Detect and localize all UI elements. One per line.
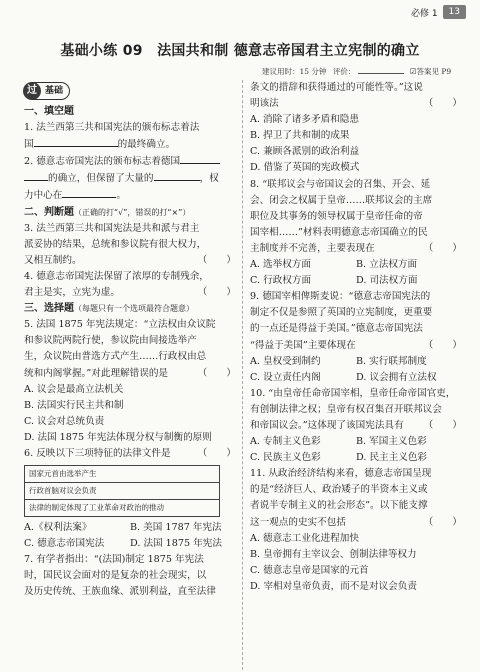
question-2: 2. 德意志帝国宪法的颁布标志着德国 xyxy=(24,153,236,170)
answer-blank[interactable] xyxy=(154,170,200,181)
question-11-end: 这一观点的史实不包括 （ ） xyxy=(250,515,462,531)
option-a[interactable]: A. 皇权受到制约 xyxy=(250,355,321,367)
option-c[interactable]: C. 议会对总统负责 xyxy=(24,415,105,427)
answer-paren[interactable]: （ ） xyxy=(197,254,236,266)
basic-badge xyxy=(24,82,70,100)
answer-paren[interactable]: （ ） xyxy=(197,447,236,459)
option-d[interactable]: D. 民主主义色彩 xyxy=(356,452,428,464)
page-header xyxy=(411,4,466,20)
question-5-cont: 生，众议院由普选方式产生……行政权由总 xyxy=(24,351,207,363)
question-3-end: 又相互制约。 （ ） xyxy=(24,253,236,269)
option-c[interactable]: C. 行政权方面 xyxy=(250,275,312,287)
option-c[interactable]: C. 德意志皇帝是国家的元首 xyxy=(250,564,369,576)
question-9-end: “得益于美国”主要体现在 （ ） xyxy=(250,338,462,354)
exercise-meta xyxy=(262,66,451,77)
option-d[interactable]: D. 法国 1875 年宪法体现分权与制衡的原则 xyxy=(24,431,212,443)
answer-blank[interactable] xyxy=(24,170,48,181)
question-7-end: 明该法 （ ） xyxy=(250,96,462,112)
question-5: 5. 法国 1875 年宪法规定：“立法权由众议院 xyxy=(24,319,216,331)
feature-cell: 行政首脑对议会负责 xyxy=(25,483,220,500)
answer-paren[interactable]: （ ） xyxy=(197,287,236,299)
feature-table xyxy=(24,465,220,517)
option-row xyxy=(24,520,236,536)
question-11-cont: 者说半专制主义的社会形态”。以下能支撑 xyxy=(250,500,428,512)
question-2-cont: 的确立，但保留了大量的 ，权 xyxy=(24,170,236,187)
option-b[interactable]: B. 实行联邦制度 xyxy=(356,355,427,367)
score-label: 评价： xyxy=(332,67,356,76)
question-5-cont: 和参议院两院行使，参议院由间接选举产 xyxy=(24,335,197,347)
option-a[interactable]: A. 选举权方面 xyxy=(250,259,311,271)
option-c[interactable]: C. 设立责任内阁 xyxy=(250,371,321,383)
answer-blank[interactable] xyxy=(180,153,220,164)
question-10-end: 和帝国议会。”这体现了该国宪法具有 （ ） xyxy=(250,418,462,434)
option-d[interactable]: D. 司法权方面 xyxy=(356,275,418,287)
question-8-cont: 会、闭会之权属于皇帝……联邦议会的主席 xyxy=(250,194,433,206)
option-a[interactable]: A.《权利法案》 xyxy=(24,522,92,534)
option-b[interactable]: B. 美国 1787 年宪法 xyxy=(130,522,222,534)
question-9: 9. 德国宰相俾斯麦说：“德意志帝国宪法的 xyxy=(250,291,431,303)
question-7-cont: 及历史传统、王族血缘、派别利益，直至法律 xyxy=(24,586,216,598)
section-choice: 三、选择题（每题只有一个选项最符合题意） xyxy=(24,303,194,315)
question-7-cont: 时，国民议会面对的是复杂的社会现实，以 xyxy=(24,570,207,582)
badge-label: 基础 xyxy=(45,85,64,96)
question-7-cont: 条文的措辞和获得通过的可能性等。”这说 xyxy=(250,82,423,93)
option-b[interactable]: B. 皇帝拥有主宰议会、创制法律等权力 xyxy=(250,548,417,560)
question-10: 10. “由皇帝任命帝国宰相，皇帝任命帝国官吏， xyxy=(250,387,456,399)
time-label: 建议用时：15 分钟 xyxy=(262,67,327,76)
question-8-end: 主制度并不完善，主要表现在 （ ） xyxy=(250,241,462,257)
question-1-cont: 国 的最终确立。 xyxy=(24,136,236,153)
column-divider xyxy=(242,80,243,670)
question-2-end: 力中心在 。 xyxy=(24,187,236,204)
option-b[interactable]: B. 军国主义色彩 xyxy=(356,436,427,448)
option-row xyxy=(250,370,462,386)
question-11-cont: 的是“经济巨人、政治矮子的半资本主义或 xyxy=(250,484,428,496)
section-badge-row xyxy=(24,80,236,102)
question-4-end: 君主是实，立宪为虚。 （ ） xyxy=(24,285,236,301)
option-b[interactable]: B. 法国实行民主共和制 xyxy=(24,399,124,411)
question-11: 11. 从政治经济结构来看，德意志帝国呈现 xyxy=(250,468,432,480)
option-row xyxy=(250,273,462,289)
answer-blank[interactable] xyxy=(62,187,116,198)
option-a[interactable]: A. 德意志工业化进程加快 xyxy=(250,532,359,544)
page-title: 基础小练 09 法国共和制 德意志帝国君主立宪制的确立 xyxy=(60,43,420,59)
answer-blank[interactable] xyxy=(34,136,118,147)
question-10-cont: 有创制法律之权；皇帝有权召集召开联邦议会 xyxy=(250,403,442,415)
option-row xyxy=(250,354,462,370)
section-fill-blank: 一、填空题 xyxy=(24,106,74,117)
answer-ref: 答案见 P9 xyxy=(416,67,452,76)
question-6: 6. 反映以下三项特征的法律文件是 （ ） xyxy=(24,446,236,462)
option-row xyxy=(250,257,462,273)
option-d[interactable]: D. 议会拥有立法权 xyxy=(356,371,437,383)
option-a[interactable]: A. 消除了诸多矛盾和隐患 xyxy=(250,114,359,126)
left-column xyxy=(24,80,236,601)
answer-paren[interactable]: （ ） xyxy=(423,516,462,528)
option-a[interactable]: A. 议会是最高立法机关 xyxy=(24,383,124,395)
question-8-cont: 国宰相……”材料表明德意志帝国确立的民 xyxy=(250,226,428,238)
option-row xyxy=(24,536,236,552)
option-d[interactable]: D. 法国 1875 年宪法 xyxy=(130,538,222,550)
question-4: 4. 德意志帝国宪法保留了浓厚的专制残余， xyxy=(24,270,209,282)
option-row xyxy=(250,450,462,466)
answer-paren[interactable]: （ ） xyxy=(197,367,236,379)
right-column xyxy=(250,80,462,595)
feature-cell: 国家元首由选举产生 xyxy=(25,466,220,483)
question-8: 8. “联邦议会与帝国议会的召集、开会、延 xyxy=(250,178,431,190)
question-1: 1. 法兰西第三共和国宪法的颁布标志着法 xyxy=(24,122,200,134)
pass-icon: 过 xyxy=(23,82,41,100)
section-judge: 二、判断题（正确的打“√”，错误的打“×”） xyxy=(24,206,191,218)
answer-ref-icon: ☑ xyxy=(409,67,417,76)
question-3: 3. 法兰西第三共和国宪法是共和派与君主 xyxy=(24,222,200,234)
page-number: 13 xyxy=(443,5,466,19)
answer-paren[interactable]: （ ） xyxy=(423,242,462,254)
question-8-cont: 职位及其事务的领导权属于皇帝任命的帝 xyxy=(250,210,423,222)
option-c[interactable]: C. 德意志帝国宪法 xyxy=(24,538,105,550)
option-c[interactable]: C. 民族主义色彩 xyxy=(250,452,321,464)
option-d[interactable]: D. 借鉴了英国的宪政模式 xyxy=(250,162,360,174)
option-row xyxy=(250,434,462,450)
book-label: 必修 1 xyxy=(410,8,438,19)
question-3-cont: 派妥协的结果，总统和参议院有很大权力， xyxy=(24,238,207,250)
option-b[interactable]: B. 立法权方面 xyxy=(356,259,418,271)
question-5-end: 统和内阁掌握。”对此理解错误的是 （ ） xyxy=(24,366,236,382)
option-c[interactable]: C. 兼顾各派别的政治利益 xyxy=(250,146,360,158)
question-7: 7. 有学者指出：“(法国)制定 1875 年宪法 xyxy=(24,554,204,566)
question-9-cont: 制定不仅是参照了英国的立宪制度，更重要 xyxy=(250,307,433,319)
option-d[interactable]: D. 宰相对皇帝负责，而不是对议会负责 xyxy=(250,580,417,592)
option-a[interactable]: A. 专制主义色彩 xyxy=(250,436,321,448)
option-b[interactable]: B. 捍卫了共和制的成果 xyxy=(250,130,350,142)
question-9-cont: 的一点还是得益于美国。”德意志帝国宪法 xyxy=(250,323,423,335)
score-blank[interactable] xyxy=(358,73,404,74)
answer-paren[interactable]: （ ） xyxy=(423,98,462,110)
answer-paren[interactable]: （ ） xyxy=(423,339,462,351)
answer-paren[interactable]: （ ） xyxy=(423,419,462,431)
feature-cell: 法律的制定体现了工业革命对政治的推动 xyxy=(25,500,220,517)
